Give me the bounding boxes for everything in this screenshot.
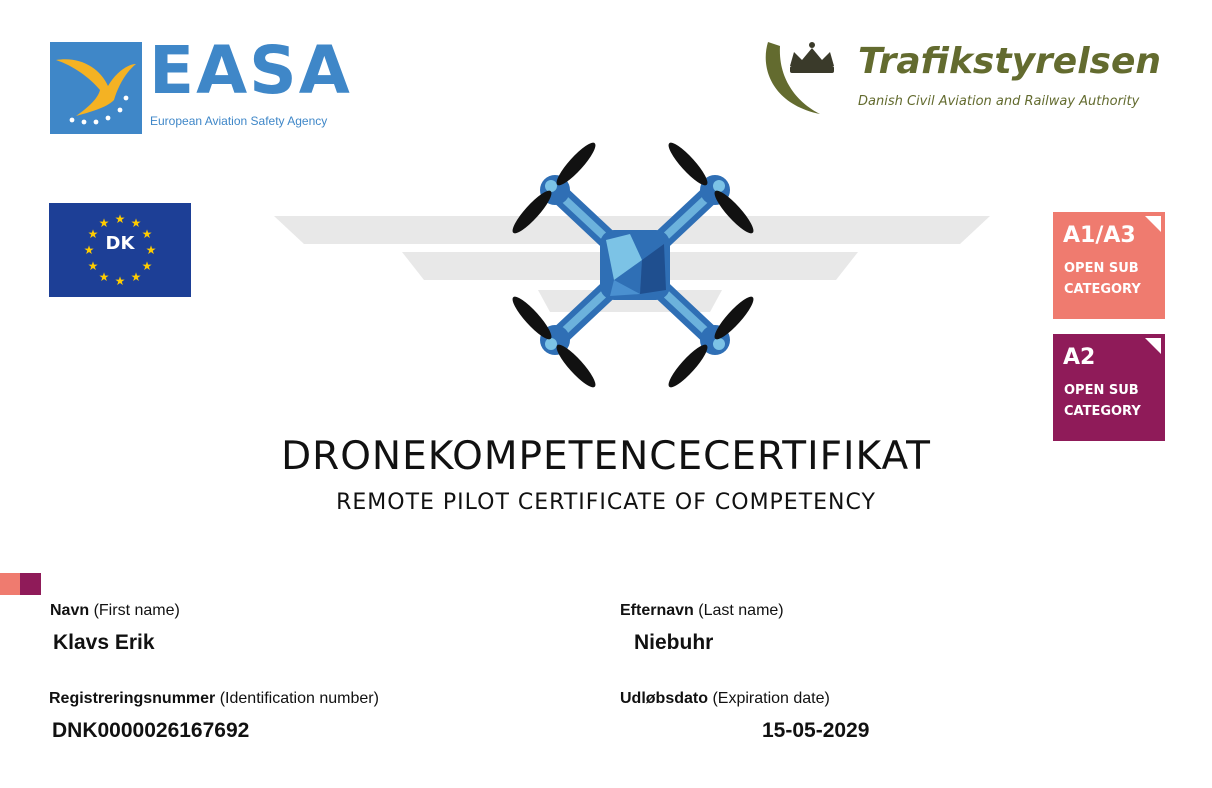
trafikstyrelsen-subtitle: Danish Civil Aviation and Railway Authority: [858, 94, 1140, 109]
corner-fold-icon: [1145, 338, 1161, 354]
svg-text:★: ★: [114, 212, 126, 226]
id-number-value: DNK0000026167692: [52, 719, 250, 742]
expiration-label: Udløbsdato (Expiration date): [620, 690, 830, 707]
country-code: DK: [105, 233, 135, 254]
svg-text:★: ★: [87, 227, 99, 241]
certificate-subtitle: REMOTE PILOT CERTIFICATE OF COMPETENCY: [336, 490, 876, 515]
badge-title: A1/A3: [1063, 223, 1136, 248]
certificate-title: DRONEKOMPETENCECERTIFIKAT: [281, 434, 931, 479]
svg-text:★: ★: [98, 216, 110, 230]
category-badge-a1a3: [1053, 212, 1165, 319]
drone-icon: [270, 140, 995, 390]
expiration-value: 15-05-2029: [762, 719, 870, 742]
trafikstyrelsen-wordmark: Trafikstyrelsen: [858, 41, 1162, 82]
first-name-label: Navn (First name): [50, 602, 180, 619]
crown-icon: [760, 38, 856, 118]
badge-subtitle: OPEN SUB CATEGORY: [1064, 383, 1141, 419]
last-name-label: Efternavn (Last name): [620, 602, 784, 619]
color-marker-salmon: [0, 573, 20, 595]
category-badge-a2: [1053, 334, 1165, 441]
easa-wordmark: EASA: [149, 32, 352, 109]
svg-text:★: ★: [83, 243, 95, 257]
easa-subtitle: European Aviation Safety Agency: [150, 114, 328, 128]
svg-text:★: ★: [130, 270, 142, 284]
id-number-label: Registreringsnummer (Identification number): [49, 690, 379, 707]
svg-text:★: ★: [145, 243, 157, 257]
svg-text:★: ★: [141, 259, 153, 273]
svg-text:★: ★: [130, 216, 142, 230]
svg-text:★: ★: [98, 270, 110, 284]
svg-text:★: ★: [87, 259, 99, 273]
easa-logo: [50, 32, 352, 137]
trafikstyrelsen-logo: [760, 38, 1180, 118]
badge-title: A2: [1063, 345, 1096, 370]
svg-text:★: ★: [114, 274, 126, 288]
easa-bird-icon: [50, 42, 142, 134]
first-name-value: Klavs Erik: [53, 631, 155, 654]
svg-text:★: ★: [141, 227, 153, 241]
eu-flag: [49, 203, 191, 297]
corner-fold-icon: [1145, 216, 1161, 232]
last-name-value: Niebuhr: [634, 631, 714, 654]
color-marker-plum: [20, 573, 41, 595]
badge-subtitle: OPEN SUB CATEGORY: [1064, 261, 1141, 297]
